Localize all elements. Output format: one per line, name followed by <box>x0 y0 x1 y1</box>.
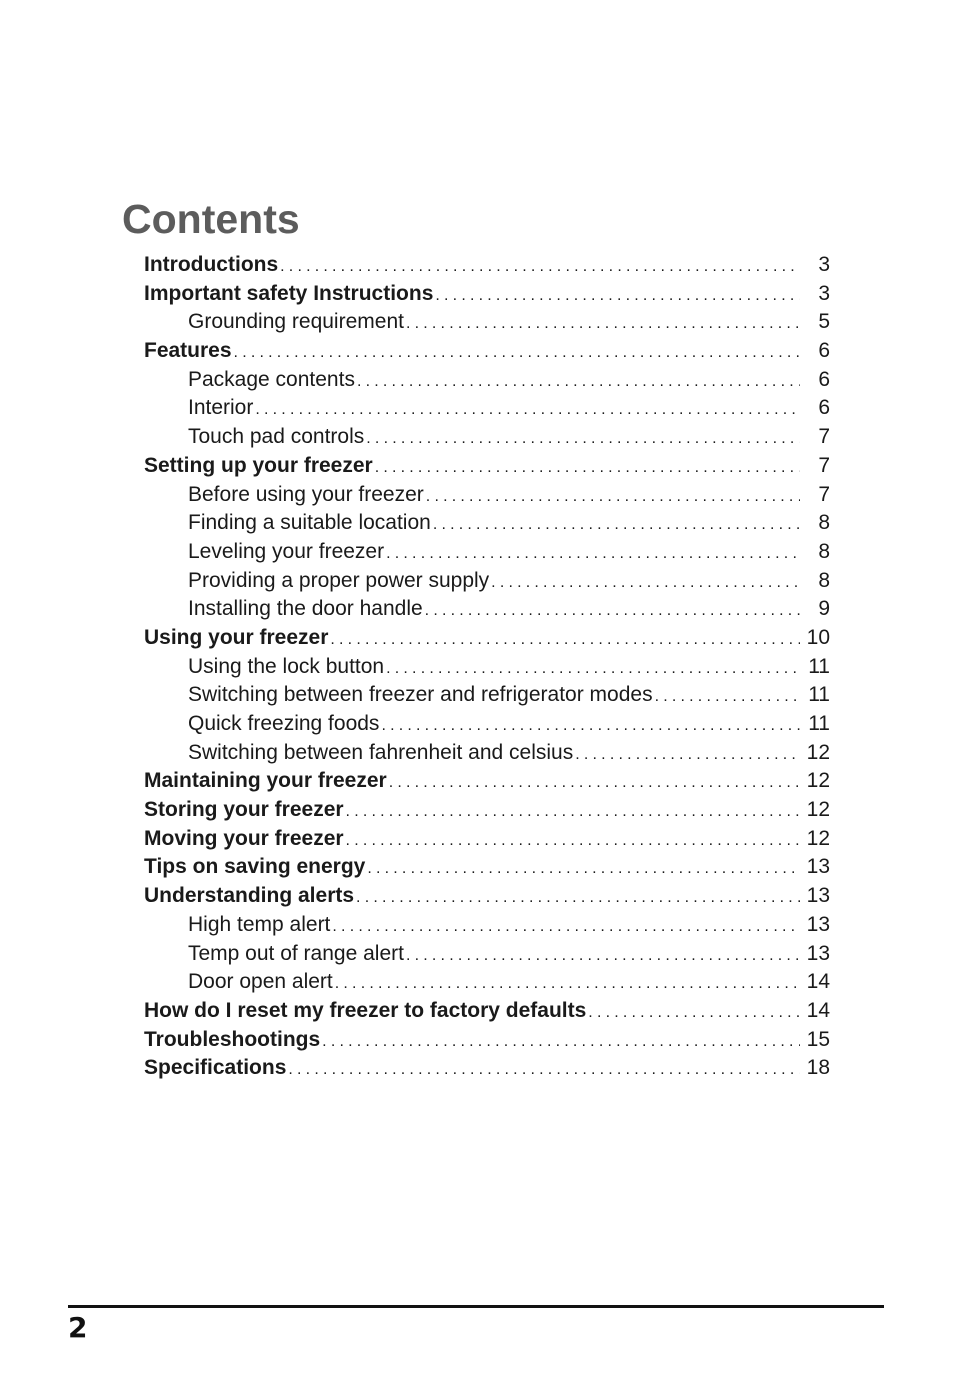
toc-entry[interactable] <box>144 997 830 1026</box>
toc-entry-label: Before using your freezer <box>188 482 424 506</box>
toc-entry-label: Specifications <box>144 1056 287 1080</box>
toc-entry-page-number: 13 <box>806 941 830 965</box>
toc-entry-label: Important safety Instructions <box>144 281 434 305</box>
toc-entry-label: Features <box>144 339 232 363</box>
toc-dot-leader <box>386 655 800 684</box>
toc-entry-page-number: 12 <box>806 826 830 850</box>
toc-entry-label: Interior <box>188 396 254 420</box>
toc-dot-leader <box>381 712 800 741</box>
toc-dot-leader <box>491 569 800 598</box>
toc-subentry[interactable] <box>144 394 830 423</box>
toc-entry-label: Setting up your freezer <box>144 453 373 477</box>
toc-entry-page-number: 13 <box>806 912 830 936</box>
toc-entry-page-number: 5 <box>818 310 830 334</box>
toc-entry-label: Introductions <box>144 253 279 276</box>
toc-subentry[interactable] <box>144 653 830 682</box>
toc-subentry[interactable] <box>144 595 830 624</box>
toc-dot-leader <box>366 425 800 454</box>
toc-entry-label: Tips on saving energy <box>144 855 366 879</box>
toc-dot-leader <box>322 1028 800 1057</box>
toc-entry-page-number: 7 <box>818 482 830 506</box>
toc-entry-page-number: 14 <box>806 970 830 994</box>
toc-entry-label: Installing the door handle <box>188 597 423 621</box>
toc-entry-page-number: 7 <box>818 453 830 477</box>
toc-entry-page-number: 8 <box>818 568 830 592</box>
toc-entry-page-number: 18 <box>806 1056 830 1080</box>
toc-dot-leader <box>356 884 800 913</box>
toc-entry[interactable] <box>144 280 830 309</box>
toc-entry[interactable] <box>144 251 830 280</box>
toc-entry[interactable] <box>144 1054 830 1083</box>
toc-subentry[interactable] <box>144 710 830 739</box>
toc-entry-page-number: 6 <box>818 339 830 363</box>
toc-subentry[interactable] <box>144 423 830 452</box>
toc-dot-leader <box>386 540 800 569</box>
toc-entry-label: Touch pad controls <box>188 425 365 449</box>
toc-entry-page-number: 12 <box>806 769 830 793</box>
toc-entry[interactable] <box>144 882 830 911</box>
toc-entry-page-number: 11 <box>808 712 830 735</box>
toc-entry-page-number: 10 <box>806 625 830 649</box>
toc-entry-label: How do I reset my freezer to factory defaults <box>144 998 587 1022</box>
toc-entry-label: Switching between fahrenheit and celsius <box>188 740 574 764</box>
toc-subentry[interactable] <box>144 308 830 337</box>
toc-entry[interactable] <box>144 1026 830 1055</box>
toc-dot-leader <box>588 999 800 1028</box>
toc-entry-label: Leveling your freezer <box>188 539 385 563</box>
toc-entry[interactable] <box>144 624 830 653</box>
toc-entry[interactable] <box>144 796 830 825</box>
toc-dot-leader <box>375 454 800 483</box>
toc-dot-leader <box>346 798 800 827</box>
toc-subentry[interactable] <box>144 509 830 538</box>
toc-dot-leader <box>288 1056 800 1085</box>
toc-entry-page-number: 12 <box>806 740 830 764</box>
toc-dot-leader <box>406 310 800 339</box>
toc-entry[interactable] <box>144 337 830 366</box>
toc-entry-label: Providing a proper power supply <box>188 568 490 592</box>
toc-entry-label: Grounding requirement <box>188 310 404 334</box>
toc-entry-page-number: 9 <box>818 597 830 621</box>
toc-dot-leader <box>406 942 800 971</box>
toc-entry-label: Quick freezing foods <box>188 712 380 735</box>
table-of-contents <box>144 251 830 1083</box>
toc-entry-page-number: 7 <box>818 425 830 449</box>
toc-dot-leader <box>335 970 800 999</box>
toc-dot-leader <box>425 597 800 626</box>
toc-entry-page-number: 3 <box>818 281 830 305</box>
toc-dot-leader <box>280 253 800 282</box>
toc-dot-leader <box>367 855 800 884</box>
footer-divider <box>68 1305 884 1308</box>
page-title: Contents <box>122 196 300 242</box>
toc-entry-page-number: 11 <box>808 683 830 707</box>
toc-entry-page-number: 13 <box>806 855 830 879</box>
toc-subentry[interactable] <box>144 567 830 596</box>
toc-entry-label: Moving your freezer <box>144 826 344 850</box>
toc-subentry[interactable] <box>144 538 830 567</box>
toc-entry-page-number: 6 <box>818 396 830 420</box>
toc-entry-label: Maintaining your freezer <box>144 769 387 793</box>
toc-dot-leader <box>655 683 800 712</box>
toc-dot-leader <box>575 741 800 770</box>
toc-dot-leader <box>330 626 800 655</box>
toc-entry-label: High temp alert <box>188 912 331 936</box>
toc-subentry[interactable] <box>144 911 830 940</box>
toc-entry[interactable] <box>144 452 830 481</box>
toc-entry-page-number: 15 <box>806 1027 830 1051</box>
toc-entry-page-number: 8 <box>818 539 830 563</box>
toc-subentry[interactable] <box>144 481 830 510</box>
toc-entry-label: Temp out of range alert <box>188 941 404 965</box>
toc-dot-leader <box>433 511 800 540</box>
toc-subentry[interactable] <box>144 739 830 768</box>
toc-entry-page-number: 3 <box>818 253 830 276</box>
toc-dot-leader <box>234 339 800 368</box>
toc-subentry[interactable] <box>144 366 830 395</box>
toc-entry-label: Package contents <box>188 367 355 391</box>
toc-entry-label: Understanding alerts <box>144 884 355 908</box>
toc-entry-label: Using your freezer <box>144 625 329 649</box>
toc-entry-label: Storing your freezer <box>144 798 344 822</box>
toc-entry-label: Switching between freezer and refrigerator modes <box>188 683 653 707</box>
toc-entry[interactable] <box>144 767 830 796</box>
toc-entry-label: Finding a suitable location <box>188 511 431 535</box>
toc-dot-leader <box>357 368 800 397</box>
toc-entry-page-number: 14 <box>806 998 830 1022</box>
toc-entry[interactable] <box>144 853 830 882</box>
page-number: 2 <box>68 1311 88 1344</box>
toc-entry[interactable] <box>144 825 830 854</box>
toc-entry-page-number: 13 <box>806 884 830 908</box>
toc-entry-label: Troubleshootings <box>144 1027 321 1051</box>
toc-dot-leader <box>346 827 800 856</box>
toc-subentry[interactable] <box>144 968 830 997</box>
toc-subentry[interactable] <box>144 940 830 969</box>
toc-dot-leader <box>435 282 800 311</box>
toc-entry-page-number: 11 <box>808 654 830 678</box>
toc-dot-leader <box>426 483 800 512</box>
toc-subentry[interactable] <box>144 681 830 710</box>
toc-entry-label: Door open alert <box>188 970 333 994</box>
toc-entry-page-number: 6 <box>818 367 830 391</box>
toc-entry-page-number: 12 <box>806 798 830 822</box>
toc-dot-leader <box>389 769 800 798</box>
toc-dot-leader <box>255 396 800 425</box>
toc-entry-label: Using the lock button <box>188 654 385 678</box>
toc-dot-leader <box>332 913 800 942</box>
toc-entry-page-number: 8 <box>818 511 830 535</box>
